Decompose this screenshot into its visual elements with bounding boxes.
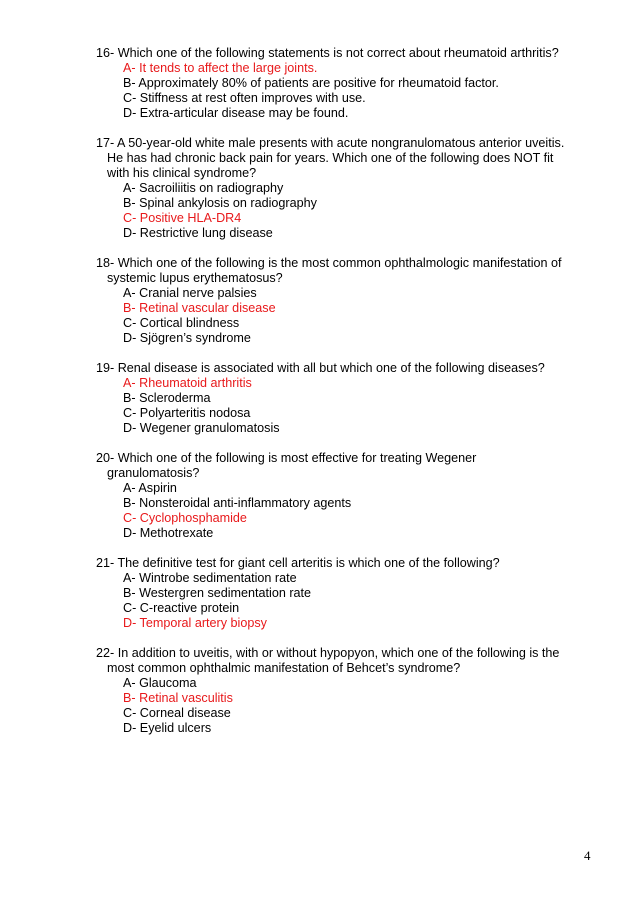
answer-option: D- Sjögren’s syndrome	[123, 331, 251, 345]
answer-option: A- Aspirin	[123, 481, 177, 495]
answer-option: B- Scleroderma	[123, 391, 211, 405]
answer-option: D- Eyelid ulcers	[123, 721, 212, 735]
answer-option: B- Nonsteroidal anti-inflammatory agents	[123, 496, 352, 510]
answer-option: C- Stiffness at rest often improves with use.	[123, 91, 366, 105]
answer-option: A- Wintrobe sedimentation rate	[123, 571, 297, 585]
question-block	[96, 451, 566, 541]
question-block	[96, 46, 566, 121]
question-block	[96, 256, 566, 346]
question-stem: 22- In addition to uveitis, with or without hypopyon, which one of the following is the most common ophthalmic manifestation of Behcet’s syndrome?	[96, 646, 560, 675]
answer-option: C- Polyarteritis nodosa	[123, 406, 251, 420]
answer-option: D- Wegener granulomatosis	[123, 421, 280, 435]
question-stem: 18- Which one of the following is the most common ophthalmologic manifestation of systemic lupus erythematosus?	[96, 256, 562, 285]
answer-option: A- Cranial nerve palsies	[123, 286, 257, 300]
page-number: 4	[584, 848, 591, 863]
answer-option-correct: C- Positive HLA-DR4	[123, 211, 242, 225]
answer-option: C- C-reactive protein	[123, 601, 240, 615]
answer-option: C- Corneal disease	[123, 706, 231, 720]
answer-option-correct: A- Rheumatoid arthritis	[123, 376, 252, 390]
question-block	[96, 361, 566, 436]
question-block	[96, 646, 566, 736]
answer-option: B- Westergren sedimentation rate	[123, 586, 312, 600]
question-stem: 17- A 50-year-old white male presents with acute nongranulomatous anterior uveitis. He has had chronic back pain for years. Which one of the following does NOT fit with his clinical syndrome?	[96, 136, 565, 180]
question-stem: 21- The definitive test for giant cell arteritis is which one of the following?	[96, 556, 500, 570]
question-list	[96, 46, 566, 751]
answer-option: D- Restrictive lung disease	[123, 226, 273, 240]
answer-option: D- Extra-articular disease may be found.	[123, 106, 349, 120]
answer-option: A- Glaucoma	[123, 676, 197, 690]
answer-option: D- Methotrexate	[123, 526, 214, 540]
question-block	[96, 136, 566, 241]
question-stem: 16- Which one of the following statements is not correct about rheumatoid arthritis?	[96, 46, 559, 60]
question-stem: 19- Renal disease is associated with all but which one of the following diseases?	[96, 361, 545, 375]
answer-option-correct: B- Retinal vascular disease	[123, 301, 276, 315]
answer-option: B- Approximately 80% of patients are positive for rheumatoid factor.	[123, 76, 499, 90]
answer-option-correct: C- Cyclophosphamide	[123, 511, 247, 525]
question-block	[96, 556, 566, 631]
question-stem: 20- Which one of the following is most effective for treating Wegener granulomatosis?	[96, 451, 477, 480]
answer-option: C- Cortical blindness	[123, 316, 240, 330]
answer-option-correct: D- Temporal artery biopsy	[123, 616, 267, 630]
answer-option-correct: B- Retinal vasculitis	[123, 691, 233, 705]
answer-option-correct: A- It tends to affect the large joints.	[123, 61, 318, 75]
answer-option: B- Spinal ankylosis on radiography	[123, 196, 317, 210]
answer-option: A- Sacroiliitis on radiography	[123, 181, 284, 195]
